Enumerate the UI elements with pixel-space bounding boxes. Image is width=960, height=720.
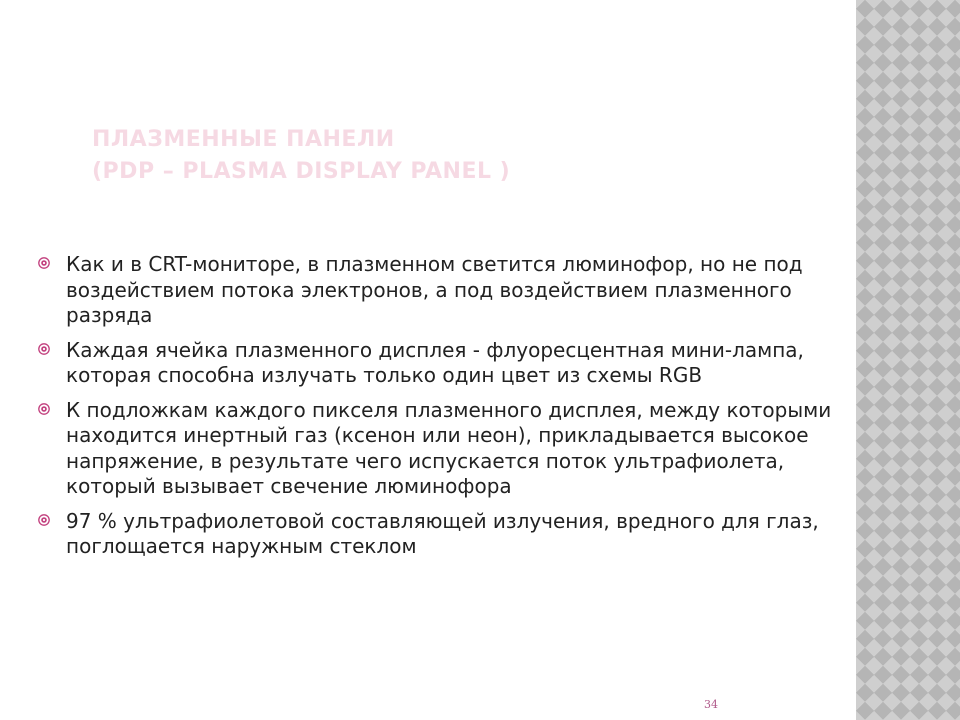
bullet-item [36,509,846,560]
target-bullet-icon [38,514,50,526]
target-bullet-icon [38,403,50,415]
page-number: 34 [704,698,718,711]
target-bullet-icon [38,343,50,355]
bullet-list [36,252,846,569]
bullet-text: Каждая ячейка плазменного дисплея - флуоресцентная мини-лампа, которая способна излучать только один цвет из схемы RGB [66,337,804,387]
slide-title [92,124,832,188]
slide-title-line-1: ПЛАЗМЕННЫЕ ПАНЕЛИ [92,127,395,152]
target-bullet-icon [38,257,50,269]
bullet-item [36,398,846,500]
bullet-text: К подложкам каждого пикселя плазменного дисплея, между которыми находится инертный газ (ксенон или неон), прикладывается высокое напряжение, в результате чего испускается поток ультрафиолета, который вызывает свечение люминофора [66,397,832,498]
bullet-text: Как и в CRT-мониторе, в плазменном светится люминофор, но не под воздействием потока электронов, а под воздействием плазменного разряда [66,252,803,327]
bullet-item [36,252,846,329]
bullet-item [36,338,846,389]
decorative-side-panel [856,0,960,720]
slide-title-line-2: (PDP – PLASMA DISPLAY PANEL ) [92,159,511,184]
bullet-text: 97 % ультрафиолетовой составляющей излучения, вредного для глаз, поглощается наружным стеклом [66,508,819,558]
